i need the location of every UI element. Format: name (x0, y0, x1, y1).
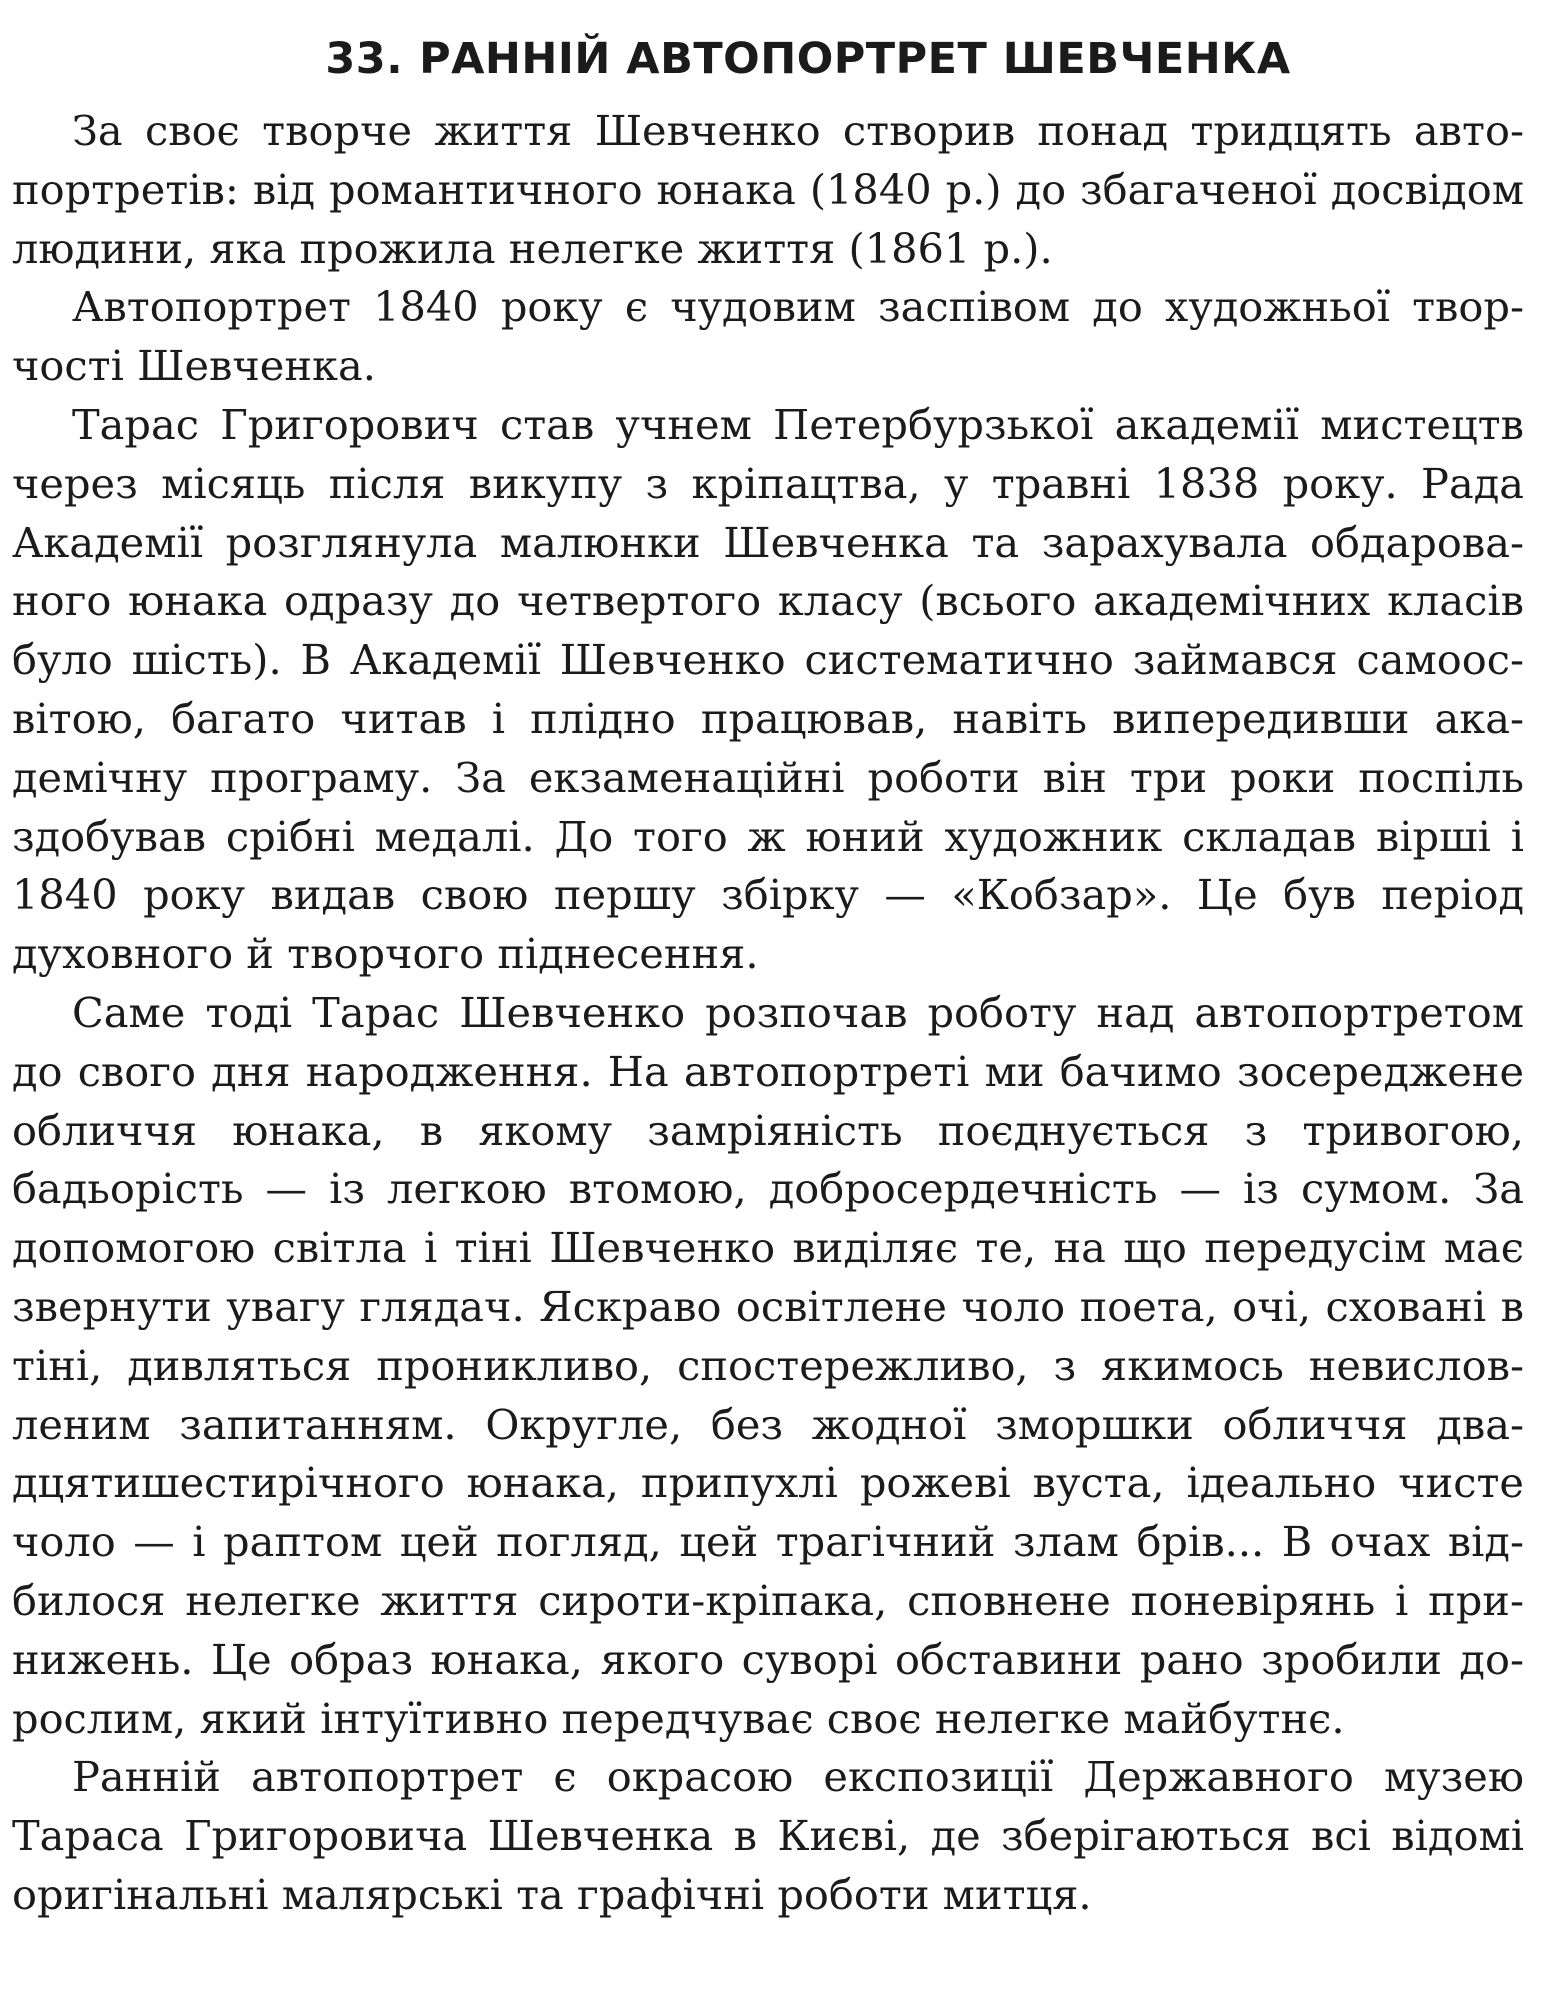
document-page (12, 28, 1524, 1925)
section-title: РАННІЙ АВТОПОРТРЕТ ШЕВЧЕНКА (419, 34, 1291, 84)
section-number: 33. (325, 34, 404, 84)
paragraph-3: Тарас Григорович став учнем Петербурзької академії мистецтв через місяць після викупу з кріпацтва, у травні 1838 року. Рада Академії розглянула малюнки Шевченка та зарахувала обдарованого юнака одразу до четвертого класу (всього академічних класів було шість). В Академії Шевченко систематично займався самоосвітою, багато читав і плідно працював, навіть випередивши академічну програму. За екзаменаційні роботи він три роки поспіль здобував срібні медалі. До того ж юний художник складав вірші і 1840 року видав свою першу збірку — «Кобзар». Це був період духовного й творчого піднесення. (12, 399, 1524, 979)
paragraph-1: За своє творче життя Шевченко створив понад тридцять автопортретів: від романтичного юнака (1840 р.) до збагаченої досвідом людини, яка прожила нелегке життя (1861 р.). (12, 106, 1524, 273)
paragraph-5: Ранній автопортрет є окрасою експозиції Державного музею Тараса Григоровича Шевченка в Києві, де зберігаються всі відомі оригінальні малярські та графічні роботи митця. (12, 1752, 1524, 1919)
page-title (12, 28, 1524, 90)
paragraph-4: Саме тоді Тарас Шевченко розпочав роботу над автопортретом до свого дня народження. На автопортреті ми бачимо зосереджене обличчя юнака, в якому замріяність поєднується з тривогою, бадьорість — із легкою втомою, добросердечність — із сумом. За допомогою світла і тіні Шевченко виділяє те, на що передусім має звернути увагу глядач. Яскраво освітлене чоло поета, очі, сховані в тіні, дивляться проникливо, спостережливо, з якимось невисловленим запитанням. Округле, без жодної зморшки обличчя двадцятишестирічного юнака, припухлі рожеві вуста, ідеально чисте чоло — і раптом цей погляд, цей трагічний злам брів... В очах відбилося нелегке життя сироти-кріпака, сповнене поневірянь і принижень. Це образ юнака, якого суворі обставини рано зробили дорослим, який інтуїтивно передчуває своє нелегке майбутнє. (12, 987, 1524, 1743)
paragraph-2: Автопортрет 1840 року є чудовим заспівом до художньої творчості Шевченка. (12, 282, 1524, 391)
